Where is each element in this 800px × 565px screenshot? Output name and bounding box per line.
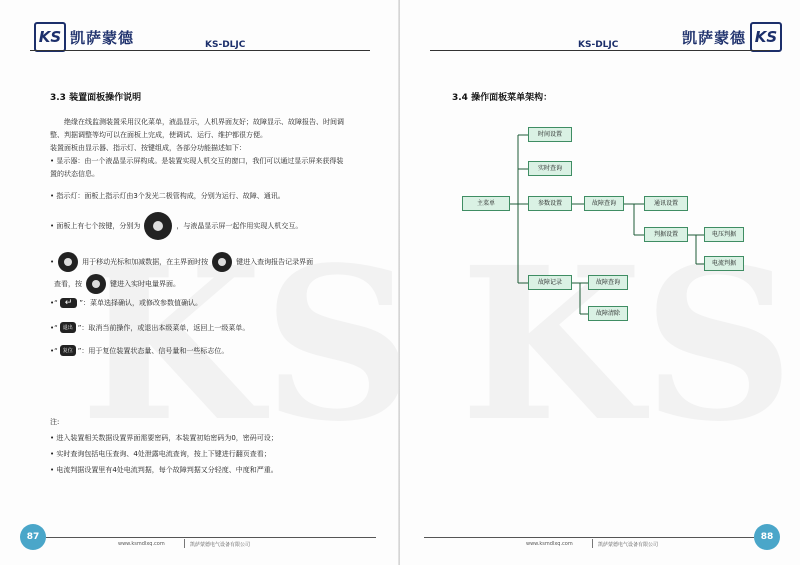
menu-node-comm-setting: 通讯设置 <box>644 196 688 211</box>
menu-node-realtime-query: 实时查询 <box>528 161 572 176</box>
menu-node-fault-record: 故障记录 <box>528 275 572 290</box>
section-title: 3.4 操作面板菜单架构： <box>452 93 553 103</box>
footer-company: 凯萨蒙德电气设备有限公司 <box>190 542 251 548</box>
menu-node-fault-clear: 故障清除 <box>588 306 628 321</box>
page-number: 88 <box>754 524 780 550</box>
keys-text-b: ，与液晶显示屏一起作用实现人机交互。 <box>176 222 303 230</box>
keys-bullet <box>50 212 302 240</box>
keypad-icon <box>144 212 172 240</box>
note-item: • 进入装置相关数据设置界面需要密码，本装置初始密码为0，密码可设； <box>50 434 278 442</box>
menu-node-fault-query: 故障查询 <box>584 196 624 211</box>
footer-divider <box>46 537 376 538</box>
footer-url[interactable]: www.ksmdlxq.com <box>118 541 165 547</box>
logo-mark: KS <box>34 22 66 52</box>
menu-node-time-setting: 时间设置 <box>528 127 572 142</box>
arrows-text-b: 键进入查询报告记录界面 <box>236 258 314 266</box>
notes-block <box>50 414 278 478</box>
bullet-dot: • <box>50 346 55 355</box>
menu-node-criteria-setting: 判据设置 <box>644 227 688 242</box>
arrows-text-a: 用于移动光标和加减数据，在主界面时按 <box>82 258 209 266</box>
page-number: 87 <box>20 524 46 550</box>
menu-node-root: 主菜单 <box>462 196 510 211</box>
exit-open-quote: “ <box>54 323 58 332</box>
brand-logo <box>34 22 134 52</box>
arrow-keys-icon <box>58 252 78 272</box>
menu-node-voltage-criteria: 电压判据 <box>704 227 744 242</box>
exit-key-icon: 退出 <box>60 322 76 333</box>
section-title: 3.3 装置面板操作说明 <box>50 93 142 103</box>
bullet-dot: • <box>50 299 55 307</box>
enter-key-icon: ↵ <box>60 298 78 308</box>
keys-text-a: • 面板上有七个按键，分别为 <box>50 222 141 230</box>
menu-node-current-criteria: 电流判据 <box>704 256 744 271</box>
right-page <box>400 0 800 565</box>
display-bullet: • 显示器：由一个液晶显示屏构成。是装置实现人机交互的窗口，我们可以通过显示屏来获得装置的状态信息。 <box>50 157 344 178</box>
indicator-bullet: • 指示灯：面板上指示灯由3个发光二极管构成，分别为运行、故障、通讯。 <box>50 192 285 200</box>
footer-company: 凯萨蒙德电气设备有限公司 <box>598 542 659 548</box>
enter-bullet <box>50 298 202 308</box>
model-label: KS-DLJC <box>578 40 619 50</box>
header-divider <box>30 50 370 51</box>
notes-title: 注: <box>50 418 60 426</box>
reset-bullet <box>50 345 228 356</box>
menu-node-fault-query-2: 故障查询 <box>588 275 628 290</box>
reset-text: ”：用于复位装置状态量、信号量和一些标志位。 <box>77 346 229 355</box>
brand-name: 凯萨蒙德 <box>682 28 747 47</box>
brand-name: 凯萨蒙德 <box>70 28 135 47</box>
menu-node-param-setting: 参数设置 <box>528 196 572 211</box>
note-item: • 电流判据设置里有4处电流判据，每个故障判据又分轻度、中度和严重。 <box>50 466 278 474</box>
reset-open-quote: “ <box>54 346 58 355</box>
left-right-keys-icon <box>212 252 232 272</box>
arrows-text-c: 查看，按 <box>54 280 82 288</box>
enter-open-quote: “ <box>54 299 58 307</box>
arrows-bullet-cont <box>54 274 180 294</box>
composition-text: 装置面板由显示器、指示灯、按键组成，各部分功能描述如下： <box>50 144 246 152</box>
up-down-keys-icon <box>86 274 106 294</box>
exit-text: ”：取消当前操作，或退出本级菜单，返回上一级菜单。 <box>77 323 250 332</box>
intro-text <box>50 116 350 181</box>
footer-divider <box>424 537 754 538</box>
arrows-bullet <box>50 252 313 272</box>
bullet-dot: • <box>50 258 55 266</box>
exit-bullet <box>50 322 249 333</box>
reset-key-icon: 复位 <box>60 345 76 356</box>
arrows-text-d: 键进入实时电量界面。 <box>110 280 180 288</box>
footer-separator <box>184 539 185 548</box>
bullet-dot: • <box>50 323 55 332</box>
model-label: KS-DLJC <box>205 40 246 50</box>
enter-text: ”：菜单选择确认，或修改参数值确认。 <box>79 299 202 307</box>
footer-separator <box>592 539 593 548</box>
logo-mark: KS <box>750 22 782 52</box>
footer-url[interactable]: www.ksmdlxq.com <box>526 541 573 547</box>
note-item: • 实时查询包括电压查询、4处泄露电流查询，按上下键进行翻页查看； <box>50 450 271 458</box>
intro-paragraph: 绝缘在线监测装置采用汉化菜单，液晶显示，人机界面友好；故障显示、故障报告、时间调整、判据调整等均可以在面板上完成，使调试、运行、维护都很方便。 <box>50 118 344 139</box>
